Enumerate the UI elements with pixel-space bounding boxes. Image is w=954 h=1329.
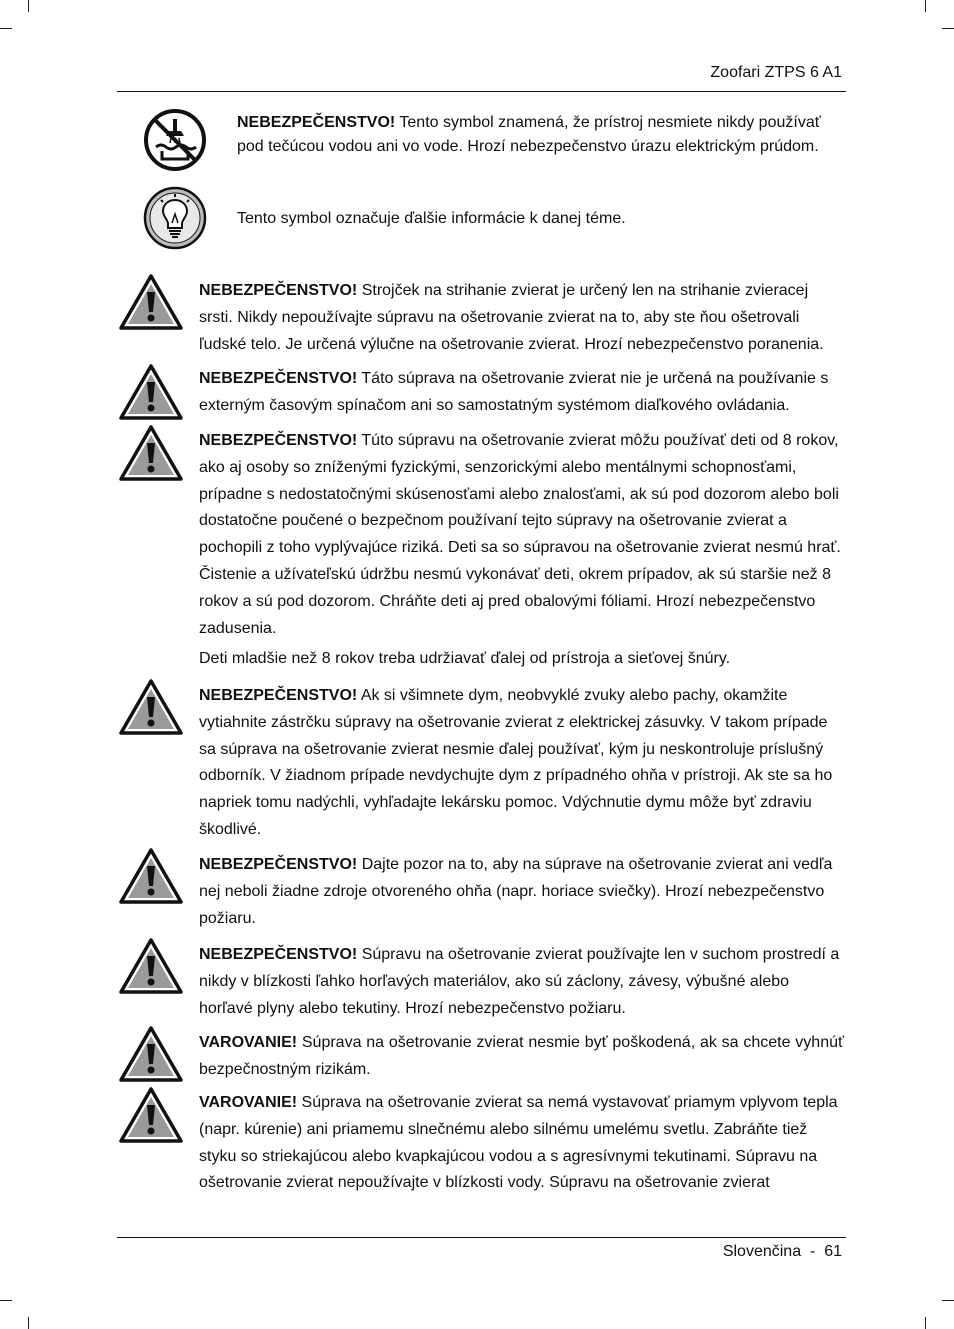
danger-label: NEBEZPEČENSTVO! — [199, 432, 358, 449]
warning-label: VAROVANIE! — [199, 1094, 298, 1111]
warning-icon — [119, 1087, 183, 1143]
no-water-icon — [142, 107, 208, 173]
danger-label: NEBEZPEČENSTVO! — [199, 856, 358, 873]
crop-mark — [0, 28, 12, 29]
warning-text: Dajte pozor na to, aby na súprave na ošetrovanie zvierat ani vedľa nej neboli žiadne zdroje otvoreného ohňa (napr. horiace sviečky). Hrozí nebezpečenstvo požiaru. — [199, 856, 833, 927]
header-rule — [117, 91, 846, 92]
warning-paragraph — [199, 683, 844, 844]
crop-mark — [28, 0, 29, 12]
page-header-title: Zoofari ZTPS 6 A1 — [710, 64, 842, 81]
warning-text: Súprava na ošetrovanie zvierat nesmie byť poškodená, ak sa chcete vyhnúť bezpečnostným rizikám. — [199, 1034, 844, 1078]
warning-label: VAROVANIE! — [199, 1034, 298, 1051]
danger-label: NEBEZPEČENSTVO! — [199, 946, 358, 963]
warning-paragraph — [199, 278, 844, 358]
danger-label: NEBEZPEČENSTVO! — [199, 282, 358, 299]
warning-text: Túto súpravu na ošetrovanie zvierat môžu používať deti od 8 rokov, ako aj osoby so zníženými fyzickými, senzorickými alebo mentálnymi schopnosťami, prípadne s nedostatočnými skúsenosťami alebo znalosťami, ak sú pod dozorom alebo boli dostatočne poučené o bezpečnom používaní tejto súpravy na ošetrovanie zvierat a pochopili z toho vyplývajúce riziká. Deti sa so súpravou na ošetrovanie zvierat nesmú hrať. Čistenie a užívateľskú údržbu nesmú vykonávať deti, okrem prípadov, ak sú staršie než 8 rokov a sú pod dozorom. Chráňte deti aj pred obalovými fóliami. Hrozí nebezpečenstvo zadusenia. — [199, 432, 841, 637]
warning-paragraph — [199, 366, 844, 420]
danger-label: NEBEZPEČENSTVO! — [199, 687, 358, 704]
warning-text: Súpravu na ošetrovanie zvierat používajte len v suchom prostredí a nikdy v blízkosti ľahko horľavých materiálov, ako sú záclony, závesy, výbušné alebo horľavé plyny alebo tekutiny. Hrozí nebezpečenstvo požiaru. — [199, 946, 840, 1017]
warning-paragraph — [199, 646, 844, 673]
lightbulb-icon — [142, 185, 208, 251]
warning-icon — [119, 425, 183, 481]
warning-text: Táto súprava na ošetrovanie zvierat nie je určená na používanie s externým časovým spínačom ani so samostatným systémom diaľkového ovládania. — [199, 370, 829, 414]
symbol-description-info — [237, 207, 837, 231]
crop-mark — [28, 1317, 29, 1329]
warning-paragraph — [199, 428, 844, 642]
warning-paragraph — [199, 1030, 844, 1084]
warning-icon — [119, 274, 183, 330]
symbol-description-danger-water — [237, 111, 837, 159]
page-footer — [723, 1243, 842, 1261]
warning-text: Ak si všimnete dym, neobvyklé zvuky alebo pachy, okamžite vytiahnite zástrčku súpravy na ošetrovanie zvierat z elektrickej zásuvky. V takom prípade sa súprava na ošetrovanie zvierat nesmie ďalej používať, kým ju neskontroluje príslušný odborník. V žiadnom prípade nevdychujte dym z prípadného ohňa v prístroji. Ak ste sa ho napriek tomu nadýchli, vyhľadajte lekársku pomoc. Vdýchnutie dymu môže byť zdraviu škodlivé. — [199, 687, 833, 838]
warning-icon — [119, 364, 183, 420]
warning-text: Súprava na ošetrovanie zvierat sa nemá vystavovať priamym vplyvom tepla (napr. kúrenie) ani priamemu slnečnému alebo silnému umelému svetlu. Zabráňte tiež styku so striekajúcou alebo kvapkajúcou vodou a s agresívnymi tekutinami. Súpravu na ošetrovanie zvierat nepoužívajte v blízkosti vody. Súpravu na ošetrovanie zvierat — [199, 1094, 838, 1192]
crop-mark — [0, 1300, 12, 1301]
warning-icon — [119, 1026, 183, 1082]
crop-mark — [925, 0, 926, 12]
warning-paragraph — [199, 1090, 844, 1197]
warning-icon — [119, 938, 183, 994]
crop-mark — [942, 28, 954, 29]
symbol-text: Tento symbol znamená, že prístroj nesmiete nikdy používať pod tečúcou vodou ani vo vode. Hrozí nebezpečenstvo úrazu elektrickým prúdom. — [237, 114, 821, 155]
danger-label: NEBEZPEČENSTVO! — [199, 370, 358, 387]
warning-paragraph — [199, 852, 844, 932]
footer-rule — [117, 1237, 846, 1238]
crop-mark — [925, 1317, 926, 1329]
page-number: 61 — [824, 1243, 842, 1260]
warning-paragraph — [199, 942, 844, 1022]
footer-separator: - — [809, 1243, 816, 1260]
symbol-text: Tento symbol označuje ďalšie informácie k danej téme. — [237, 210, 626, 227]
crop-mark — [942, 1300, 954, 1301]
warning-icon — [119, 848, 183, 904]
warning-icon — [119, 679, 183, 735]
warning-text: Deti mladšie než 8 rokov treba udržiavať ďalej od prístroja a sieťovej šnúry. — [199, 650, 731, 667]
footer-language: Slovenčina — [722, 1243, 802, 1260]
warning-text: Strojček na strihanie zvierat je určený len na strihanie zvieracej srsti. Nikdy nepoužívajte súpravu na ošetrovanie zvierat na to, aby ste ňou ošetrovali ľudské telo. Je určená výlučne na ošetrovanie zvierat. Hrozí nebezpečenstvo poranenia. — [199, 282, 824, 353]
danger-label: NEBEZPEČENSTVO! — [237, 114, 396, 131]
